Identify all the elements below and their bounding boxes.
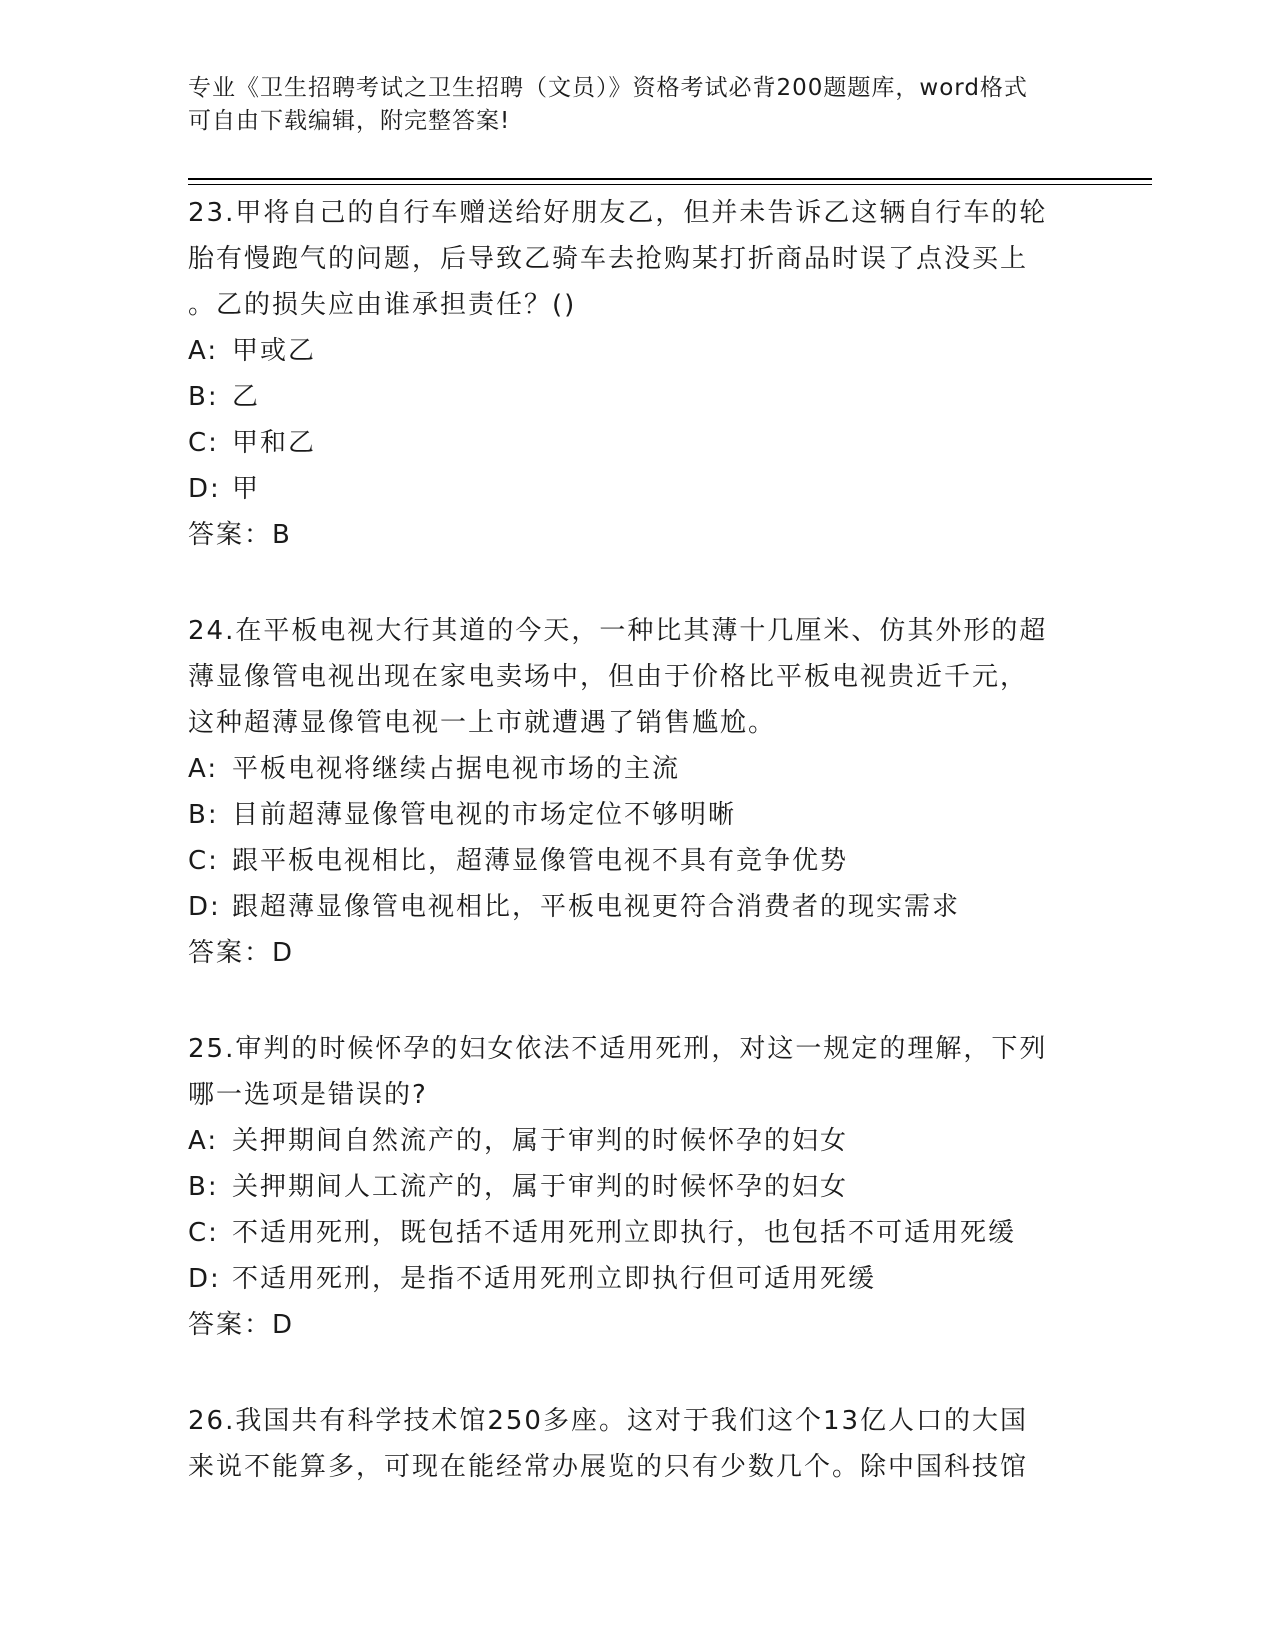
- option-label: B:: [188, 382, 219, 412]
- header-divider-thin: [188, 184, 1152, 185]
- option-text: 甲: [232, 474, 261, 504]
- option-text: 甲或乙: [232, 336, 317, 366]
- question-stem-line: 24.在平板电视大行其道的今天，一种比其薄十几厘米、仿其外形的超: [188, 616, 1048, 646]
- answer-key: 答案：D: [188, 1310, 295, 1340]
- question-stem-line: 。乙的损失应由谁承担责任？(): [188, 290, 577, 320]
- option-label: C:: [188, 428, 219, 458]
- question-26: [188, 1398, 1088, 1490]
- option-text: 甲和乙: [232, 428, 317, 458]
- option-a: [188, 328, 1088, 374]
- question-stem-line: 23.甲将自己的自行车赠送给好朋友乙，但并未告诉乙这辆自行车的轮: [188, 198, 1048, 228]
- option-c: [188, 838, 1088, 884]
- option-text: 不适用死刑，是指不适用死刑立即执行但可适用死缓: [232, 1264, 877, 1294]
- option-label: D:: [188, 474, 221, 504]
- option-a: [188, 746, 1088, 792]
- option-text: 跟超薄显像管电视相比，平板电视更符合消费者的现实需求: [232, 892, 961, 922]
- option-b: [188, 374, 1088, 420]
- option-text: 关押期间自然流产的，属于审判的时候怀孕的妇女: [232, 1126, 849, 1156]
- option-text: 不适用死刑，既包括不适用死刑立即执行，也包括不可适用死缓: [232, 1218, 1017, 1248]
- option-d: [188, 466, 1088, 512]
- option-label: A:: [188, 1126, 219, 1156]
- question-23: [188, 190, 1088, 558]
- option-label: B:: [188, 800, 219, 830]
- question-stem-line: 25.审判的时候怀孕的妇女依法不适用死刑，对这一规定的理解，下列: [188, 1034, 1048, 1064]
- answer-key: 答案：D: [188, 938, 295, 968]
- option-text: 关押期间人工流产的，属于审判的时候怀孕的妇女: [232, 1172, 849, 1202]
- option-label: D:: [188, 1264, 221, 1294]
- option-label: A:: [188, 336, 219, 366]
- option-d: [188, 884, 1088, 930]
- header-line: 可自由下载编辑，附完整答案!: [188, 108, 511, 134]
- option-a: [188, 1118, 1088, 1164]
- question-stem-line: 来说不能算多，可现在能经常办展览的只有少数几个。除中国科技馆: [188, 1452, 1029, 1482]
- option-text: 目前超薄显像管电视的市场定位不够明晰: [232, 800, 737, 830]
- option-label: C:: [188, 846, 219, 876]
- option-text: 乙: [232, 382, 261, 412]
- option-label: A:: [188, 754, 219, 784]
- question-stem-line: 26.我国共有科学技术馆250多座。这对于我们这个13亿人口的大国: [188, 1406, 1029, 1436]
- option-c: [188, 1210, 1088, 1256]
- answer-key: 答案：B: [188, 520, 292, 550]
- option-b: [188, 792, 1088, 838]
- option-b: [188, 1164, 1088, 1210]
- question-stem-line: 薄显像管电视出现在家电卖场中，但由于价格比平板电视贵近千元，: [188, 662, 1029, 692]
- question-25: [188, 1026, 1088, 1348]
- option-c: [188, 420, 1088, 466]
- header-divider-thick: [188, 178, 1152, 180]
- option-text: 平板电视将继续占据电视市场的主流: [232, 754, 681, 784]
- header-line: 专业《卫生招聘考试之卫生招聘（文员）》资格考试必背200题题库，word格式: [188, 75, 1028, 101]
- question-stem-line: 胎有慢跑气的问题，后导致乙骑车去抢购某打折商品时误了点没买上: [188, 244, 1029, 274]
- option-text: 跟平板电视相比，超薄显像管电视不具有竞争优势: [232, 846, 849, 876]
- option-label: C:: [188, 1218, 219, 1248]
- question-stem-line: 哪一选项是错误的?: [188, 1080, 428, 1110]
- question-24: [188, 608, 1088, 976]
- question-stem-line: 这种超薄显像管电视一上市就遭遇了销售尴尬。: [188, 708, 777, 738]
- question-list: [188, 190, 1088, 1540]
- option-label: D:: [188, 892, 221, 922]
- document-header: [188, 72, 1068, 138]
- option-d: [188, 1256, 1088, 1302]
- option-label: B:: [188, 1172, 219, 1202]
